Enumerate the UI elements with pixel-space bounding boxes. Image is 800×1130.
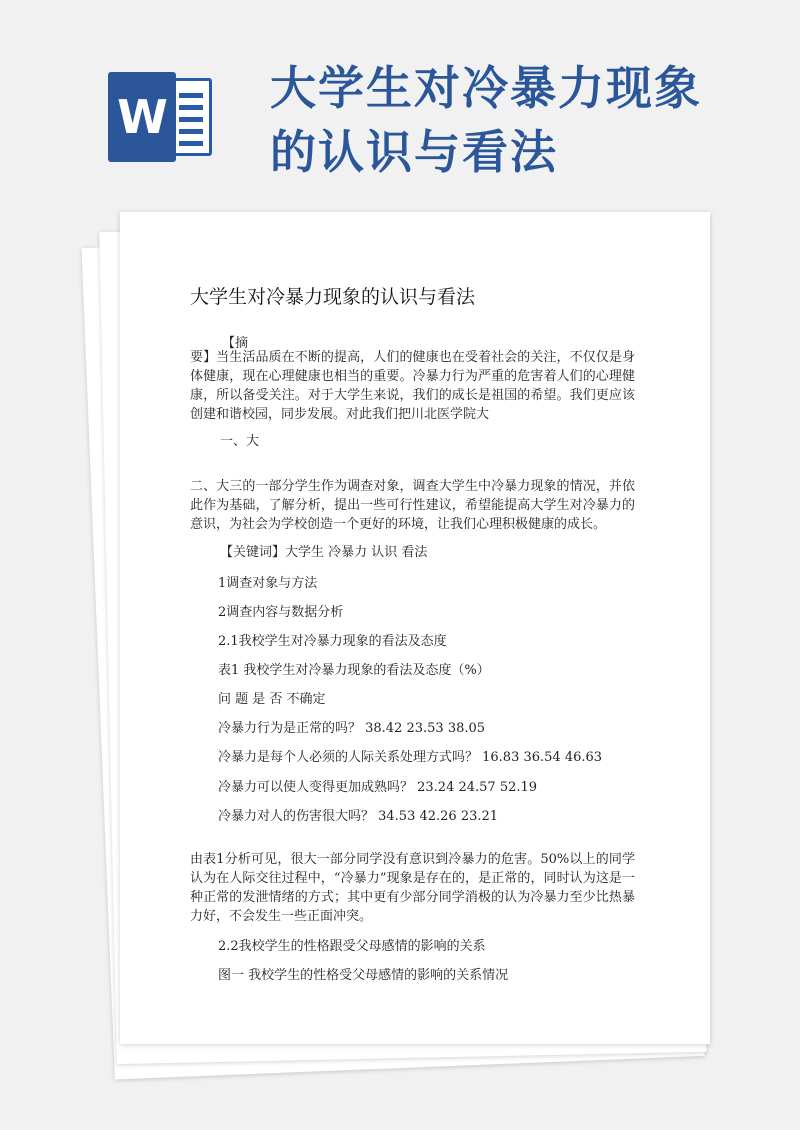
- word-logo: [108, 72, 214, 162]
- table-row: 冷暴力对人的伤害很大吗？ 34.53 42.26 23.21: [218, 809, 499, 824]
- section-heading-1: 1调查对象与方法: [218, 576, 318, 591]
- figure-caption: 图一 我校学生的性格受父母感情的影响的关系情况: [218, 968, 509, 983]
- banner-title: 大学生对冷暴力现象的认识与看法: [270, 61, 702, 179]
- section-heading-2-1: 2.1我校学生对冷暴力现象的看法及态度: [218, 634, 447, 649]
- word-logo-letter: W: [108, 72, 176, 162]
- section-heading-2-2: 2.2我校学生的性格跟受父母感情的影响的关系: [218, 939, 486, 954]
- abstract-paragraph: 要】当生活品质在不断的提高，人们的健康也在受着社会的关注，不仅仅是身体健康，现在心理健康也相当的重要。冷暴力行为严重的危害着人们的心理健康，所以备受关注。对于大学生来说，我们的成长是祖国的希望。我们更应该创建和谐校园，同步发展。对此我们把川北医学院大: [190, 350, 635, 422]
- abstract-heading: 【摘: [222, 336, 249, 351]
- table-row: 冷暴力可以使人变得更加成熟吗？ 23.24 24.57 52.19: [218, 780, 538, 795]
- analysis-paragraph: 由表1分析可见，很大一部分同学没有意识到冷暴力的危害。50%以上的同学认为在人际交往过程中，“冷暴力”现象是存在的，是正常的，同时认为这是一种正常的发泄情绪的方式；其中更有少部分同学消极的认为冷暴力至少比热暴力好，不会发生一些正面冲突。: [190, 852, 635, 924]
- table-row: 冷暴力是每个人必须的人际关系处理方式吗？ 16.83 36.54 46.63: [218, 750, 603, 765]
- list-item-two-paragraph: 二、大三的一部分学生作为调查对象，调查大学生中冷暴力现象的情况，并依此作为基础，了解分析，提出一些可行性建议，希望能提高大学生对冷暴力的意识，为社会为学校创造一个更好的环境，让我们心理积极健康的成长。: [190, 479, 635, 532]
- document-title: 大学生对冷暴力现象的认识与看法: [190, 286, 476, 308]
- table-row: 冷暴力行为是正常的吗？ 38.42 23.53 38.05: [218, 721, 486, 736]
- table-caption: 表1 我校学生对冷暴力现象的看法及态度（%）: [218, 663, 490, 678]
- section-heading-2: 2调查内容与数据分析: [218, 605, 344, 620]
- table-header-row: 问 题 是 否 不确定: [218, 692, 326, 707]
- keywords-line: 【关键词】大学生 冷暴力 认识 看法: [220, 545, 428, 560]
- list-item-one: 一、大: [220, 434, 260, 449]
